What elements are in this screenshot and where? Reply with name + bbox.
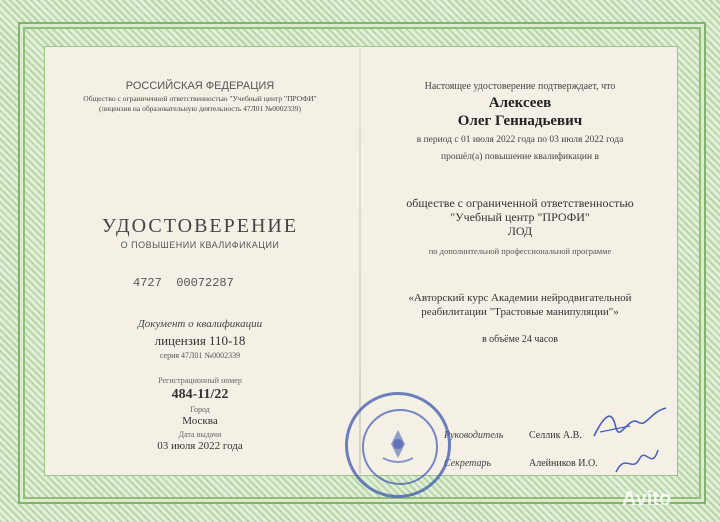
official-stamp [345,392,451,498]
registration-number: 484-11/22 [171,387,229,402]
course-line-1: «Авторский курс Академии нейродвигательной [408,292,632,304]
country-heading: РОССИЙСКАЯ ФЕДЕРАЦИЯ [125,80,275,92]
secretary-name: Алейников И.О. [529,458,598,469]
head-name: Селлик А.В. [529,430,582,441]
city-value: Москва [182,415,218,427]
course-line-2: реабилитации "Трастовые манипуляции"» [421,306,619,318]
organization-line-3: ЛОД [507,224,533,238]
training-period: в период с 01 июля 2022 года по 03 июля 2022 года [416,135,624,145]
program-label: по дополнительной профессиональной программе [428,246,612,256]
license-line: (лицензия на образовательную деятельность 47Л01 №0002339) [98,104,302,113]
head-label: Руководитель [444,430,504,441]
registration-label: Регистрационный номер [158,376,242,385]
org-line: Общество с ограниченной ответственностью "Учебный центр "ПРОФИ" [83,94,317,103]
stamp-emblem-icon [345,392,451,498]
secretary-signature [612,444,662,480]
city-label: Город [190,405,210,414]
organization-line-1: обществе с ограниченной ответственностью [406,196,634,210]
document-subtitle: О ПОВЫШЕНИИ КВАЛИФИКАЦИИ [120,240,280,250]
passed-text: прошёл(а) повышение квалификации в [441,152,599,162]
surname: Алексеев [488,95,552,111]
document-title: УДОСТОВЕРЕНИЕ [101,215,299,237]
secretary-label: Секретарь [444,458,492,469]
qualification-label: Документ о квалификации [137,318,263,330]
head-signature [590,404,670,444]
watermark-logo: Avito [622,488,672,510]
issue-date: 03 июля 2022 года [157,440,243,452]
course-hours: в объёме 24 часов [481,334,559,345]
serial-number: 4727 00072287 [133,276,234,290]
issue-date-label: Дата выдачи [178,430,222,439]
license-number: лицензия 110-18 [154,333,246,348]
confirm-text: Настоящее удостоверение подтверждает, что [424,81,616,92]
series-number: серия 47Л01 №0002339 [159,351,241,360]
given-names: Олег Геннадьевич [457,113,583,129]
organization-line-2: "Учебный центр "ПРОФИ" [450,210,590,224]
